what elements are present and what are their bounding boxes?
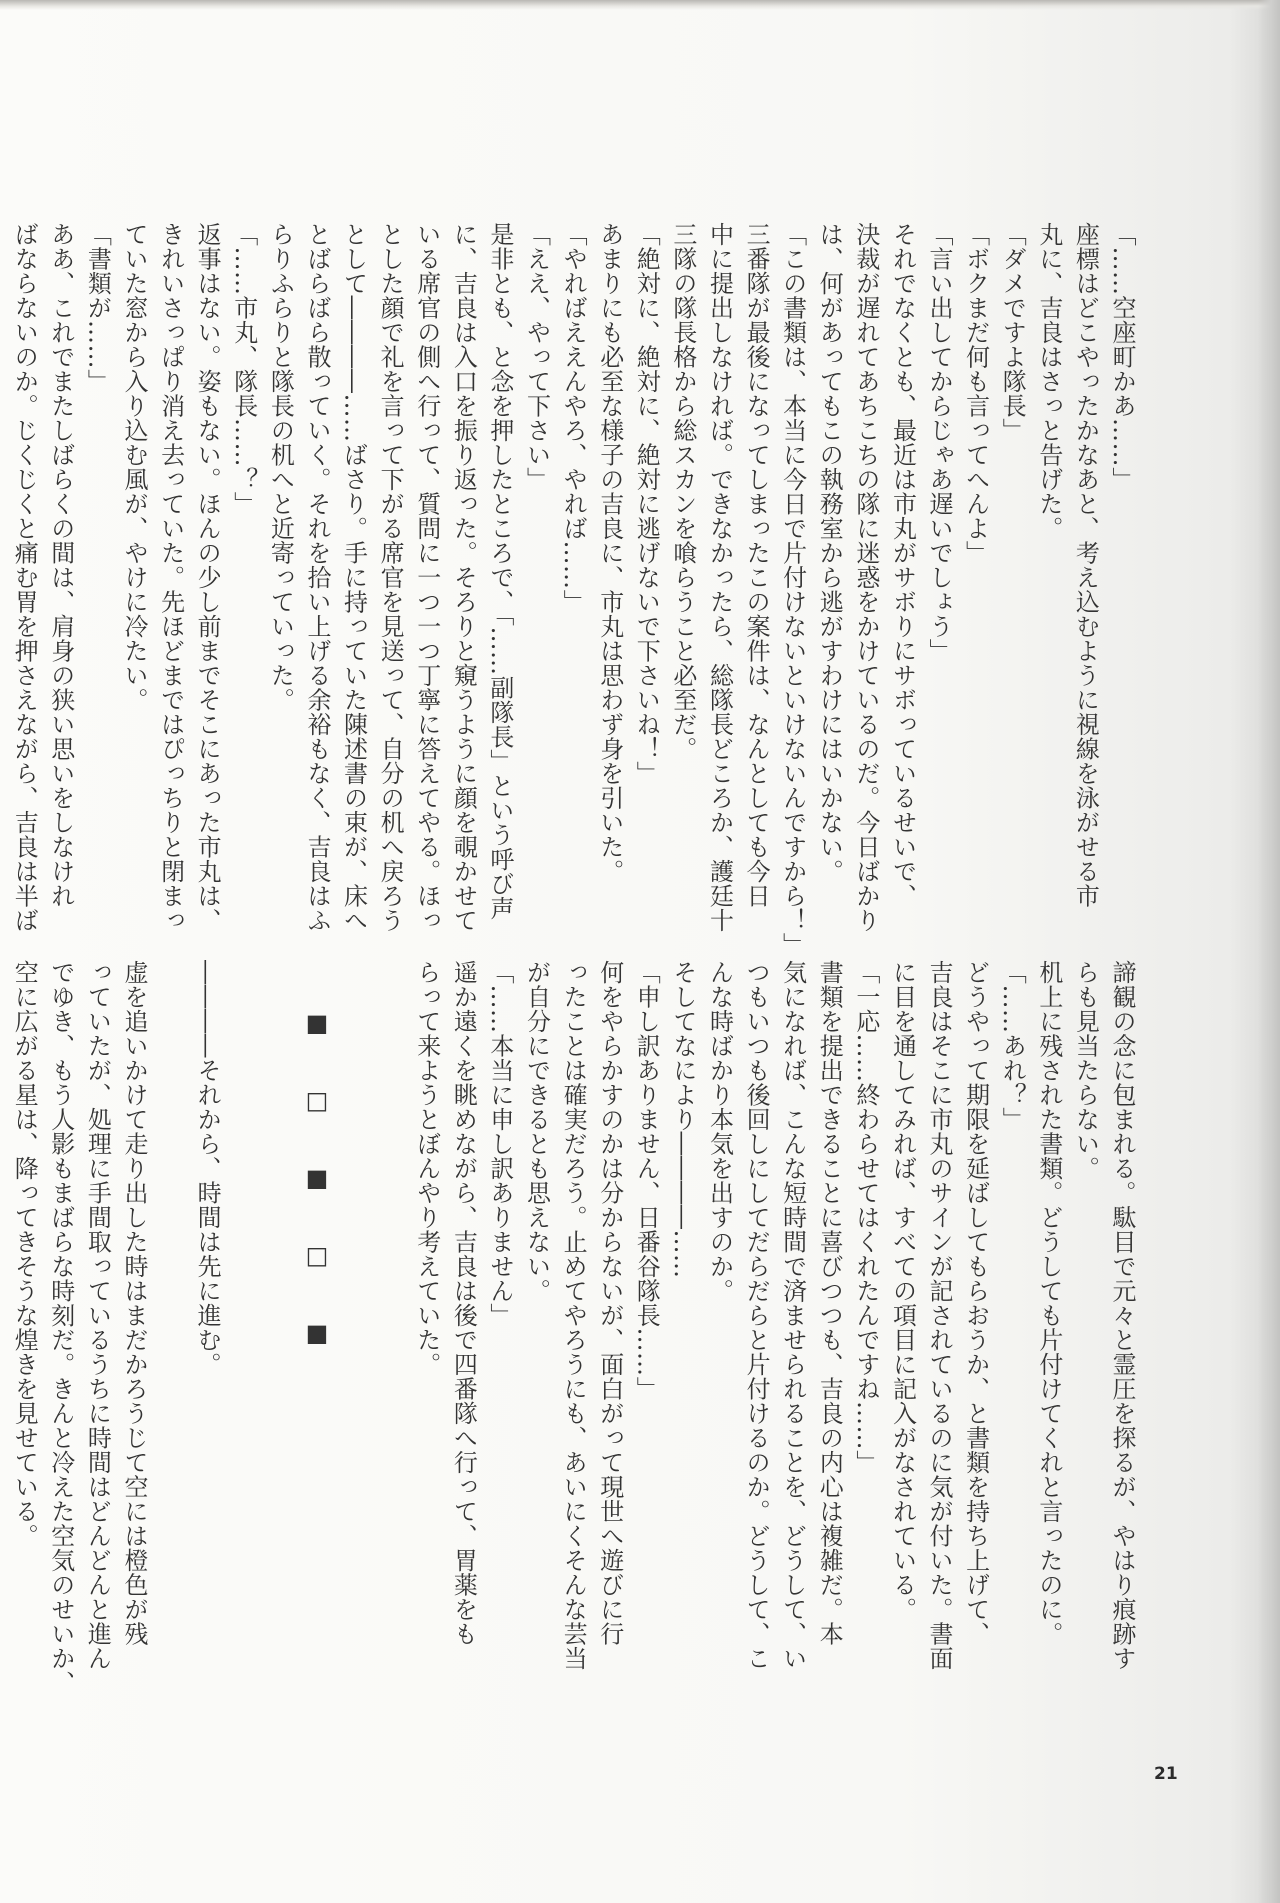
upper-text-line: 「言い出してからじゃあ遅いでしょう」 — [925, 222, 954, 663]
upper-text-line: 「この書類は、本当に今日で片付けないといけないんですから！」 — [778, 222, 807, 957]
upper-text-line: 「ダメですよ隊長」 — [998, 222, 1027, 443]
lower-text-line: らって来ようとぼんやり考えていた。 — [412, 960, 441, 1377]
upper-text-block — [10, 222, 1140, 957]
lower-text-line: 遥か遠くを眺めながら、吉良は後で四番隊へ行って、胃薬をも — [449, 960, 478, 1646]
upper-text-line: 「ボクまだ何も言ってへんよ」 — [961, 222, 990, 565]
lower-text-line: んな時ばかり本気を出すのか。 — [705, 960, 734, 1303]
lower-text-line: 「一応……終わらせてはくれたんですね……」 — [851, 960, 880, 1475]
lower-text-line: つもいつも後回しにしてだらだらと片付けるのか。どうして、こ — [742, 960, 771, 1671]
upper-text-line: 「やればええんやろ、やれば……」 — [559, 222, 588, 614]
upper-text-line: 「ええ、やって下さい」 — [522, 222, 551, 492]
upper-text-line: は、何があってもこの執務室から逃がすわけにはいかない。 — [815, 222, 844, 884]
lower-text-line: ――――それから、時間は先に進む。 — [193, 960, 222, 1377]
lower-text-line: 書類を提出できることに喜びつつも、吉良の内心は複雑だ。本 — [815, 960, 844, 1646]
lower-text-line: でゆき、もう人影もまばらな時刻だ。きんと冷えた空気のせいか、 — [46, 960, 75, 1695]
upper-text-line: 中に提出しなければ。できなかったら、総隊長どころか、護廷十 — [705, 222, 734, 933]
upper-text-line: 三番隊が最後になってしまったこの案件は、なんとしても今日 — [742, 222, 771, 908]
lower-text-line: らも見当たらない。 — [1071, 960, 1100, 1181]
lower-text-block — [10, 960, 1140, 1695]
upper-text-line: 座標はどこやったかなあと、考え込むように視線を泳がせる市 — [1071, 222, 1100, 908]
lower-text-line — [262, 960, 299, 1660]
lower-text-line — [372, 960, 409, 1660]
lower-text-line: っていたが、処理に手間取っているうちに時間はどんどんと進ん — [83, 960, 112, 1671]
upper-text-line: 「……空座町かあ……」 — [1108, 222, 1136, 492]
lower-text-line: 空に広がる星は、降ってきそうな煌きを見せている。 — [10, 960, 39, 1548]
lower-text-line: 「申し訳ありません、日番谷隊長……」 — [632, 960, 661, 1401]
upper-text-line: きれいさっぱり消え去っていた。先ほどまではぴっちりと閉まっ — [156, 222, 185, 933]
lower-text-line: が自分にできるとも思えない。 — [522, 960, 551, 1303]
lower-text-line — [225, 960, 262, 1660]
lower-text-line — [152, 960, 189, 1660]
lower-text-line: 机上に残された書類。どうしても片付けてくれと言ったのに。 — [1034, 960, 1063, 1646]
lower-text-line: 「……本当に申し訳ありません」 — [485, 960, 514, 1328]
lower-text-line: に目を通してみれば、すべての項目に記入がなされている。 — [888, 960, 917, 1622]
lower-text-line: どうやって期限を延ばしてもらおうか、と書類を持ち上げて、 — [961, 960, 990, 1646]
lower-text-line: 何をやらかすのかは分からないが、面白がって現世へ遊びに行 — [595, 960, 624, 1646]
upper-text-line: として――――……ばさり。手に持っていた陳述書の束が、床へ — [339, 222, 368, 933]
upper-text-line: ていた窓から入り込む風が、やけに冷たい。 — [119, 222, 148, 712]
upper-text-line: 決裁が遅れてあちこちの隊に迷惑をかけているのだ。今日ばかり — [851, 222, 880, 933]
upper-text-line: あまりにも必至な様子の吉良に、市丸は思わず身を引いた。 — [595, 222, 624, 884]
upper-text-line: ばならないのか。じくじくと痛む胃を押さえながら、吉良は半ば — [10, 222, 39, 933]
upper-text-line: 「絶対に、絶対に、絶対に逃げないで下さいね！」 — [632, 222, 661, 786]
page-number: 21 — [1154, 1764, 1178, 1784]
lower-text-line: 気になれば、こんな短時間で済ませられることを、どうして、い — [778, 960, 807, 1671]
lower-text-line: 虚を追いかけて走り出した時はまだかろうじて空には橙色が残 — [119, 960, 148, 1646]
upper-text-line: に、吉良は入口を振り返った。そろりと窺うように顔を覗かせて — [449, 222, 478, 933]
lower-text-line: ■ □ ■ □ ■ — [302, 960, 331, 1348]
lower-text-line: 「……あれ？」 — [998, 960, 1027, 1132]
upper-text-line: それでなくとも、最近は市丸がサボりにサボっているせいで、 — [888, 222, 917, 908]
upper-text-line: 返事はない。姿もない。ほんの少し前までそこにあった市丸は、 — [193, 222, 222, 933]
upper-text-line: 「……市丸、隊長……？」 — [229, 222, 258, 516]
lower-text-line: 諦観の念に包まれる。駄目で元々と霊圧を探るが、やはり痕跡す — [1108, 960, 1136, 1671]
lower-text-line: ったことは確実だろう。止めてやろうにも、あいにくそんな芸当 — [559, 960, 588, 1671]
upper-text-line: 是非とも、と念を押したところで、「……副隊長」という呼び声 — [485, 222, 514, 921]
lower-text-line: そしてなにより――――…… — [668, 960, 697, 1279]
upper-text-line: とした顔で礼を言って下がる席官を見送って、自分の机へ戻ろう — [376, 222, 405, 933]
lower-text-line — [335, 960, 372, 1660]
lower-text-line: 吉良はそこに市丸のサインが記されているのに気が付いた。書面 — [925, 960, 954, 1671]
upper-text-line: 「書類が……」 — [83, 222, 112, 394]
upper-text-line: いる席官の側へ行って、質問に一つ一つ丁寧に答えてやる。ほっ — [412, 222, 441, 933]
upper-text-line: 丸に、吉良はさっと告げた。 — [1034, 222, 1063, 541]
upper-text-line: とばらばら散っていく。それを拾い上げる余裕もなく、吉良はふ — [302, 222, 331, 933]
upper-text-line: らりふらりと隊長の机へと近寄っていった。 — [266, 222, 295, 712]
upper-text-line: 三隊の隊長格から総スカンを喰らうこと必至だ。 — [668, 222, 697, 761]
upper-text-line: ああ、これでまたしばらくの間は、肩身の狭い思いをしなけれ — [46, 222, 75, 908]
